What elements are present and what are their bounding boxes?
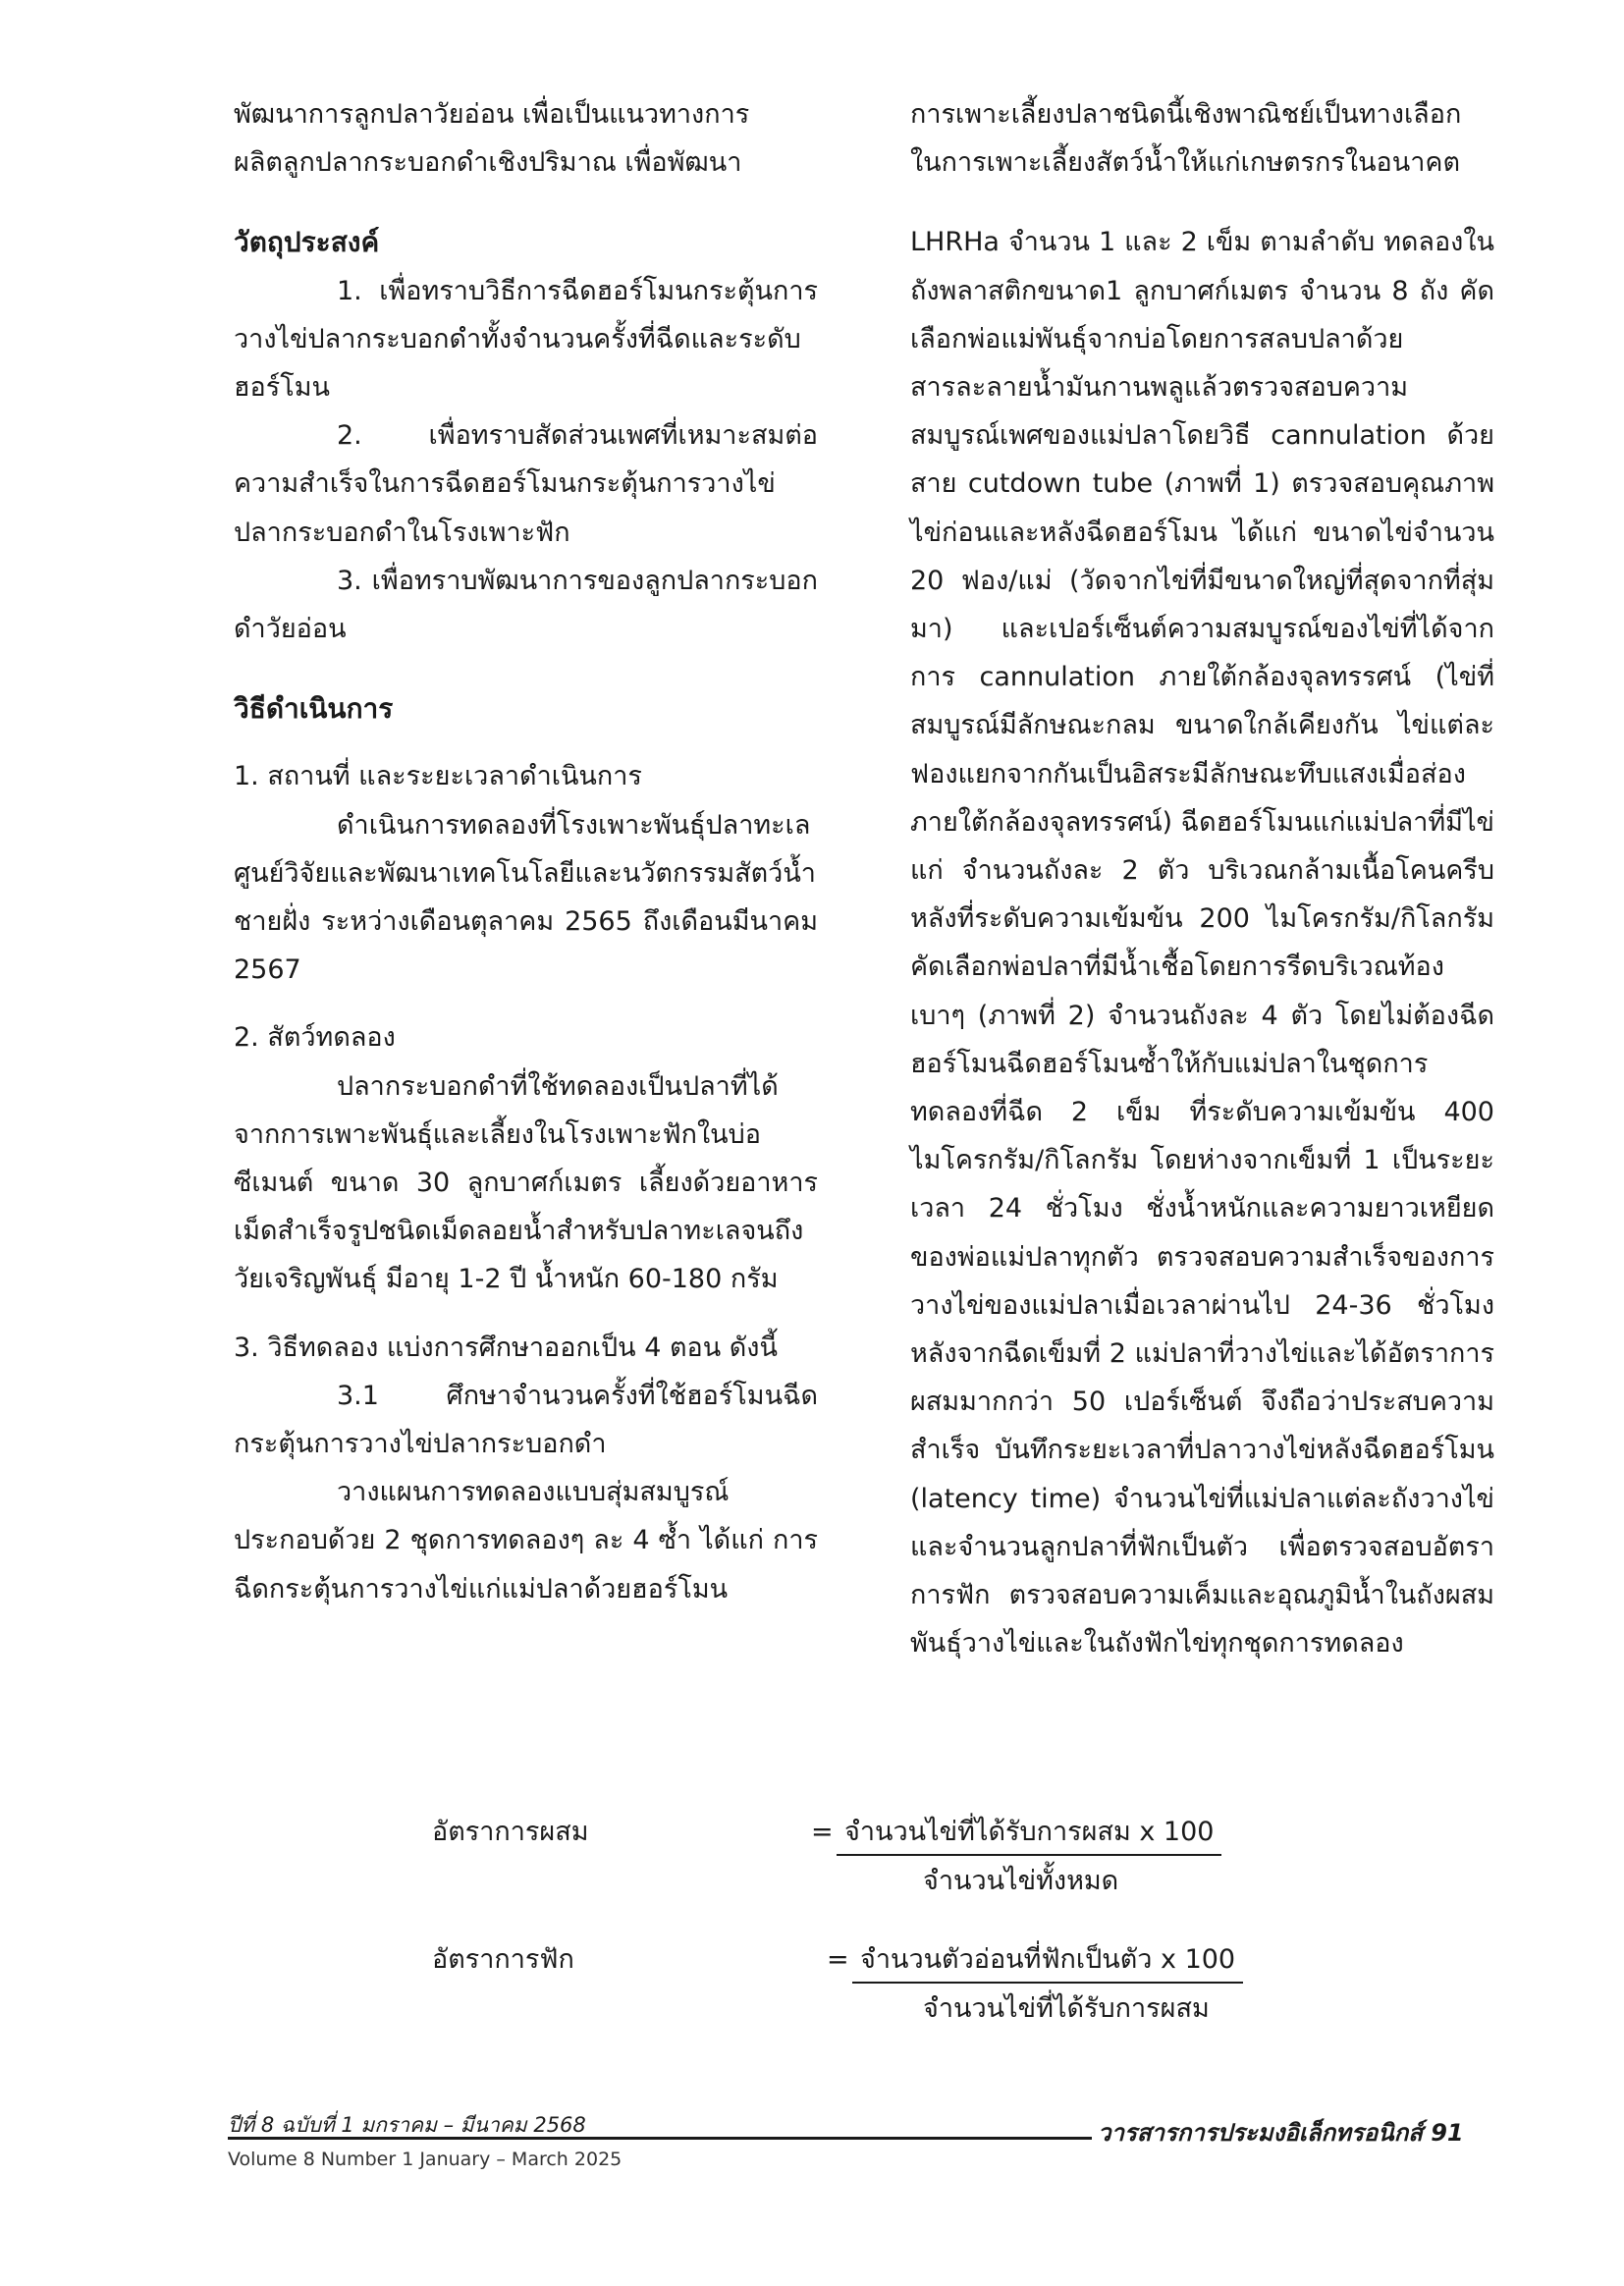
intro-line: ในการเพาะเลี้ยงสัตว์น้ำให้แก่เกษตรกรในอนาคต <box>910 147 1460 179</box>
right-column <box>910 90 1494 1668</box>
fertilization-rate-formula <box>0 1813 1624 1911</box>
section1-body: ดำเนินการทดลองที่โรงเพาะพันธุ์ปลาทะเล ศูนย์วิจัยและพัฒนาเทคโนโลยีและนวัตกรรมสัตว์น้ำชายฝั่ง ระหว่างเดือนตุลาคม 2565 ถึงเดือนมีนาคม 2567 <box>234 809 818 986</box>
section2-body: ปลากระบอกดำที่ใช้ทดลองเป็นปลาที่ได้จากการเพาะพันธุ์และเลี้ยงในโรงเพาะฟักในบ่อซีเมนต์ ขนาด 30 ลูกบาศก์เมตร เลี้ยงด้วยอาหารเม็ดสำเร็จรูปชนิดเม็ดลอยน้ำสำหรับปลาทะเลจนถึงวัยเจริญพันธุ์ มีอายุ 1-2 ปี น้ำหนัก 60-180 กรัม <box>234 1070 818 1295</box>
intro-line: ผลิตลูกปลากระบอกดำเชิงปริมาณ เพื่อพัฒนา <box>234 147 742 179</box>
formula-denominator: จำนวนไข่ที่ได้รับการผสม <box>923 1993 1210 2024</box>
formula-numerator: จำนวนตัวอ่อนที่ฟักเป็นตัว x 100 <box>852 1940 1243 1984</box>
section1-title: 1. สถานที่ และระยะเวลาดำเนินการ <box>234 761 642 792</box>
section2-title: 2. สัตว์ทดลอง <box>234 1022 396 1054</box>
section3-title: 3. วิธีทดลอง แบ่งการศึกษาออกเป็น 4 ตอน ดังนี้ <box>234 1332 778 1363</box>
hatching-rate-formula <box>0 1940 1624 2039</box>
objective-item: 3. เพื่อทราบพัฒนาการของลูกปลากระบอกดำวัยอ่อน <box>234 565 818 645</box>
formula-denominator: จำนวนไข่ทั้งหมด <box>923 1866 1119 1896</box>
intro-line: พัฒนาการลูกปลาวัยอ่อน เพื่อเป็นแนวทางการ <box>234 99 750 130</box>
objective-item: 1. เพื่อทราบวิธีการฉีดฮอร์โมนกระตุ้นการวางไข่ปลากระบอกดำทั้งจำนวนครั้งที่ฉีดและระดับฮอร์โมน <box>234 275 818 404</box>
section31-body: 3.1 ศึกษาจำนวนครั้งที่ใช้ฮอร์โมนฉีดกระตุ้นการวางไข่ปลากระบอกดำ <box>234 1380 818 1460</box>
footer-english-issue: Volume 8 Number 1 January – March 2025 <box>228 2149 623 2170</box>
section31-detail: วางแผนการทดลองแบบสุ่มสมบูรณ์ ประกอบด้วย 2 ชุดการทดลองๆ ละ 4 ซ้ำ ได้แก่ การฉีดกระตุ้นการวางไข่แก่แม่ปลาด้วยฮอร์โมน <box>234 1477 818 1605</box>
journal-name-page-number: วารสารการประมงอิเล็กทรอนิกส์ 91 <box>1098 2119 1464 2147</box>
method-paragraph: LHRHa จำนวน 1 และ 2 เข็ม ตามลำดับ ทดลองในถังพลาสติกขนาด1 ลูกบาศก์เมตร จำนวน 8 ถัง คัดเลือกพ่อแม่พันธุ์จากบ่อโดยการสลบปลาด้วยสารละลายน้ำมันกานพลูแล้วตรวจสอบความสมบูรณ์เพศของแม่ปลาโดยวิธี cannulation ด้วยสาย cutdown tube (ภาพที่ 1) ตรวจสอบคุณภาพไข่ก่อนและหลังฉีดฮอร์โมน ได้แก่ ขนาดไข่จำนวน 20 ฟอง/แม่ (วัดจากไข่ที่มีขนาดใหญ่ที่สุดจากที่สุ่มมา) และเปอร์เซ็นต์ความสมบูรณ์ของไข่ที่ได้จากการ cannulation ภายใต้กล้องจุลทรรศน์ (ไข่ที่สมบูรณ์มีลักษณะกลม ขนาดใกล้เคียงกัน ไข่แต่ละฟองแยกจากกันเป็นอิสระมีลักษณะทึบแสงเมื่อส่องภายใต้กล้องจุลทรรศน์) ฉีดฮอร์โมนแก่แม่ปลาที่มีไข่แก่ จำนวนถังละ 2 ตัว บริเวณกล้ามเนื้อโคนครีบหลังที่ระดับความเข้มข้น 200 ไมโครกรัม/กิโลกรัม คัดเลือกพ่อปลาที่มีน้ำเชื้อโดยการรีดบริเวณท้องเบาๆ (ภาพที่ 2) จำนวนถังละ 4 ตัว โดยไม่ต้องฉีดฮอร์โมนฉีดฮอร์โมนซ้ำให้กับแม่ปลาในชุดการทดลองที่ฉีด 2 เข็ม ที่ระดับความเข้มข้น 400 ไมโครกรัม/กิโลกรัม โดยห่างจากเข็มที่ 1 เป็นระยะเวลา 24 ชั่วโมง ชั่งน้ำหนักและความยาวเหยียดของพ่อแม่ปลาทุกตัว ตรวจสอบความสำเร็จของการวางไข่ของแม่ปลาเมื่อเวลาผ่านไป 24-36 ชั่วโมง หลังจากฉีดเข็มที่ 2 แม่ปลาที่วางไข่และได้อัตราการผสมมากกว่า 50 เปอร์เซ็นต์ จึงถือว่าประสบความสำเร็จ บันทึกระยะเวลาที่ปลาวางไข่หลังฉีดฮอร์โมน (latency time) จำนวนไข่ที่แม่ปลาแต่ละถังวางไข่และจำนวนลูกปลาที่ฟักเป็นตัว เพื่อตรวจสอบอัตราการฟัก ตรวจสอบความเค็มและอุณภูมิน้ำในถังผสมพันธุ์วางไข่และในถังฟักไข่ทุกชุดการทดลอง <box>910 227 1494 1660</box>
formula-equals: = <box>811 1817 834 1847</box>
formula-label: อัตราการฟัก <box>432 1944 574 1975</box>
methods-heading: วิธีดำเนินการ <box>234 692 394 726</box>
objective-item: 2. เพื่อทราบสัดส่วนเพศที่เหมาะสมต่อความสำเร็จในการฉีดฮอร์โมนกระตุ้นการวางไข่ปลากระบอกดำในโรงเพาะฟัก <box>234 420 818 548</box>
objectives-heading: วัตถุประสงค์ <box>234 226 380 259</box>
formula-label: อัตราการผสม <box>432 1817 589 1847</box>
formula-numerator: จำนวนไข่ที่ได้รับการผสม x 100 <box>837 1813 1221 1856</box>
footer-divider <box>228 2137 1092 2140</box>
left-column <box>234 90 818 1613</box>
footer-thai-issue: ปีที่ 8 ฉบับที่ 1 มกราคม – มีนาคม 2568 <box>228 2113 586 2137</box>
intro-line: การเพาะเลี้ยงปลาชนิดนี้เชิงพาณิชย์เป็นทางเลือก <box>910 99 1462 130</box>
formula-equals: = <box>827 1944 849 1975</box>
